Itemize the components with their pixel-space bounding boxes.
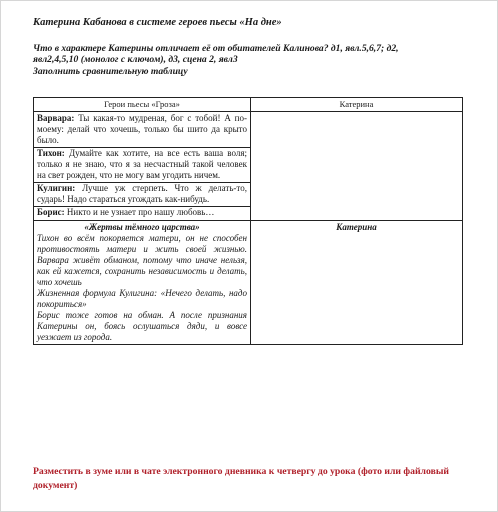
victims-heading: «Жертвы тёмного царства» (84, 222, 200, 232)
quote-text: Никто и не узнает про нашу любовь… (64, 207, 215, 217)
table-header-row (34, 98, 463, 112)
quote-boris (34, 207, 250, 219)
header-heroes: Герои пьесы «Гроза» (34, 98, 251, 112)
victims-cell (34, 221, 251, 345)
quote-varvara (34, 113, 250, 148)
comparison-table (33, 97, 463, 345)
speaker-name: Кулигин: (37, 183, 76, 193)
quote-kuligin (34, 183, 250, 207)
task-description (33, 43, 473, 77)
task-line: явл2,4,5,10 (монолог с ключом), д3, сцена 2, явл3 (33, 54, 238, 66)
submission-note: Разместить в зуме или в чате электронного дневника к четвергу до урока (фото или файловый документ) (33, 466, 449, 491)
speaker-name: Борис: (37, 207, 65, 217)
victims-paragraph: Жизненная формула Кулигина: «Нечего делать, надо покориться» (37, 288, 247, 309)
task-line: Что в характере Катерины отличает её от обитателей Калинова? д1, явл.5,6,7; д2, (33, 43, 399, 54)
quote-text: Лучше уж стерпеть. Что ж делать-то, сударь! Надо стараться угождать как-нибудь. (37, 183, 247, 204)
speaker-name: Варвара: (37, 113, 75, 123)
quote-text: Ты какая-то мудреная, бог с тобой! А по-моему: делай что хочешь, только бы шито да крыто было. (37, 113, 247, 145)
katerina-cell: Катерина (251, 221, 463, 345)
quote-tikhon (34, 148, 250, 183)
speaker-name: Тихон: (37, 148, 65, 158)
heroes-quotes-cell (34, 112, 251, 221)
katerina-quotes-cell (251, 112, 463, 221)
victims-paragraph: Тихон во всём покоряется матери, он не способен противостоять матери и жить своей жизнью. Варвара живёт обманом, потому что иначе нельзя, как ей кажется, сохранить независимость и делать, что хочешь (37, 233, 247, 287)
task-line: Заполнить сравнительную таблицу (33, 65, 188, 77)
table-row (34, 221, 463, 345)
quote-text: Думайте как хотите, на все есть ваша воля; только я не знаю, что я за несчастный такой человек на свет рожден, что не могу вам угодить ничем. (37, 148, 247, 180)
victims-paragraph: Борис тоже готов на обман. А после признания Катерины он, боясь ослушаться дяди, и вовсе уезжает из города. (37, 310, 247, 342)
document-title: Катерина Кабанова в системе героев пьесы «На дне» (33, 17, 282, 28)
table-row (34, 112, 463, 221)
header-katerina: Катерина (251, 98, 463, 112)
